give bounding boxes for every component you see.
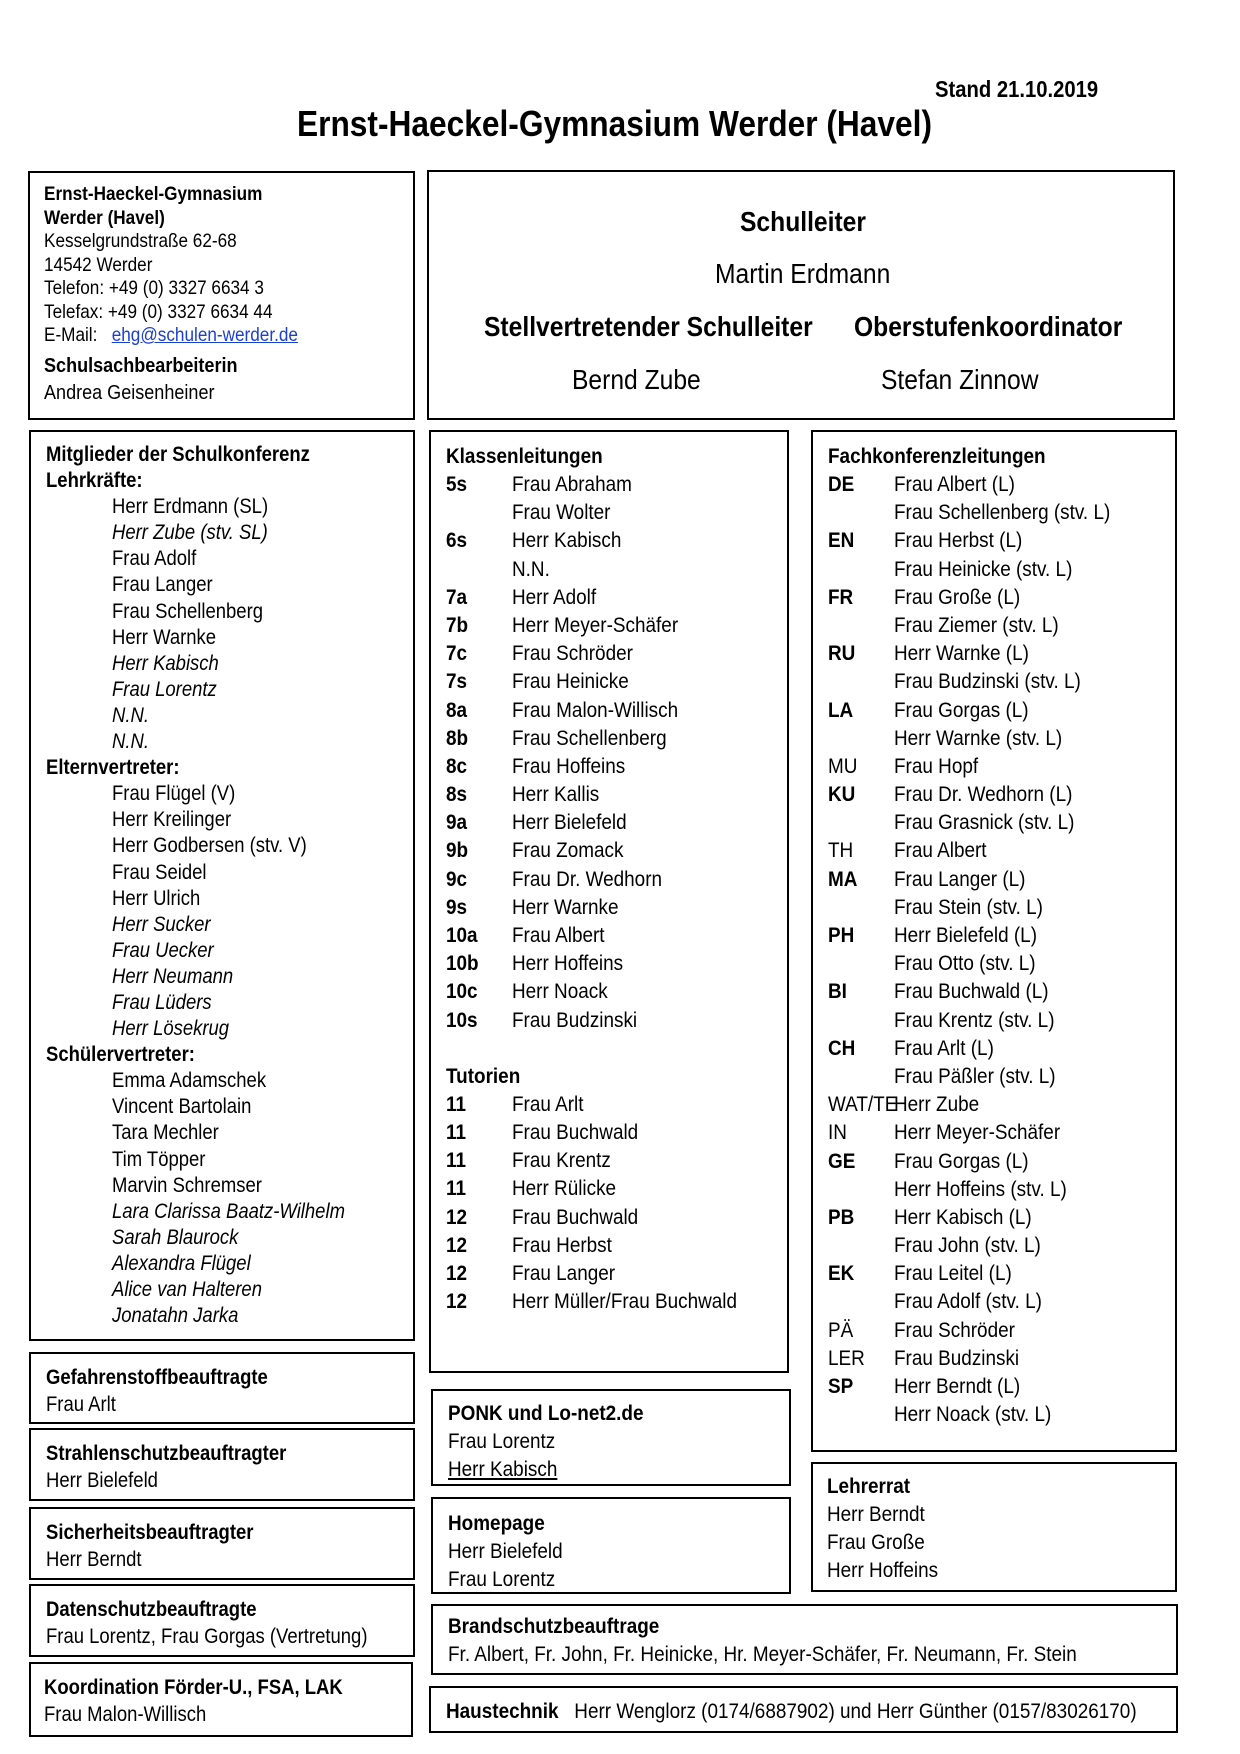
list-item [828, 780, 1110, 808]
item-value: Frau Stein (stv. L) [894, 894, 1043, 919]
school-name-line1: Ernst-Haeckel-Gymnasium [44, 183, 263, 205]
date-stamp: Stand 21.10.2019 [935, 76, 1099, 102]
item-value: Frau Arlt (L) [894, 1035, 994, 1060]
item-value: Frau Albert [894, 838, 987, 863]
member-name: Vincent Bartolain [112, 1095, 252, 1119]
schulkonferenz-box [29, 430, 415, 1341]
item-value: Herr Müller/Frau Buchwald [512, 1289, 738, 1314]
street: Kesselgrundstraße 62-68 [44, 230, 237, 252]
item-key: IN [828, 1120, 847, 1145]
member-name: Herr Warnke [112, 625, 217, 649]
item-value: Frau Krentz [512, 1148, 611, 1173]
list-item [828, 555, 1110, 583]
page-title: Ernst-Haeckel-Gymnasium Werder (Havel) [297, 103, 933, 144]
item-key: 7a [446, 584, 468, 609]
item-key: 8c [446, 753, 468, 778]
item-key: EK [828, 1261, 855, 1286]
item-value: Frau Schellenberg (stv. L) [894, 500, 1111, 525]
member-name: Tim Töpper [112, 1147, 206, 1171]
item-value: Frau Buchwald [512, 1119, 639, 1144]
item-value: Frau Budzinski [512, 1007, 638, 1032]
item-key [828, 893, 894, 921]
item-key: LER [828, 1345, 865, 1370]
email-link[interactable]: ehg@schulen-werder.de [111, 324, 298, 346]
item-key [828, 949, 894, 977]
list-item [828, 696, 1110, 724]
klassenleitungen-title: Klassenleitungen [446, 444, 603, 468]
item-value: Herr Kabisch [512, 528, 622, 553]
member-name: Herr Erdmann (SL) [112, 495, 269, 519]
sicherheit-name: Herr Berndt [46, 1548, 142, 1571]
list-item [828, 583, 1110, 611]
item-value: Frau Budzinski [894, 1345, 1020, 1370]
member-name: Herr Kreilinger [112, 808, 232, 832]
item-value: Frau Hopf [894, 753, 979, 778]
lehrerrat-name: Frau Große [827, 1530, 925, 1554]
homepage-name: Herr Bielefeld [448, 1539, 563, 1563]
item-value: Frau Päßler (stv. L) [894, 1063, 1056, 1088]
item-key [828, 1006, 894, 1034]
list-item [828, 498, 1110, 526]
item-value: Frau Schröder [512, 641, 633, 666]
schulkonferenz-title: Mitglieder der Schulkonferenz [46, 443, 310, 466]
list-item [828, 1090, 1110, 1118]
item-value: Frau Grasnick (stv. L) [894, 810, 1075, 835]
datenschutz-box [29, 1584, 415, 1657]
list-item [828, 836, 1110, 864]
tutorien-list [446, 1090, 737, 1316]
datenschutz-name: Frau Lorentz, Frau Gorgas (Vertretung) [46, 1625, 368, 1648]
coordinator-name: Stefan Zinnow [881, 364, 1039, 395]
list-item [446, 1174, 737, 1202]
list-item [446, 1287, 737, 1315]
item-value: Herr Adolf [512, 584, 597, 609]
list-item [446, 1146, 737, 1174]
member-name: Frau Lorentz [112, 677, 217, 701]
list-item [828, 921, 1110, 949]
item-key: 5s [446, 472, 468, 496]
fax: Telefax: +49 (0) 3327 6634 44 [44, 300, 273, 323]
list-item [446, 1259, 737, 1287]
lehrerrat-name: Herr Hoffeins [827, 1558, 939, 1582]
email-label: E-Mail: [44, 324, 98, 346]
item-value: Frau Herbst [512, 1232, 612, 1257]
item-key: 9b [446, 838, 469, 863]
item-value: Herr Meyer-Schäfer [894, 1120, 1061, 1145]
item-value: Frau Otto (stv. L) [894, 951, 1036, 976]
list-item [446, 696, 737, 724]
group-label: Schülervertreter: [46, 1043, 195, 1067]
item-key: 7s [446, 669, 468, 694]
item-key [828, 808, 894, 836]
item-key: 8a [446, 697, 468, 722]
list-item [446, 865, 737, 893]
member-name: Frau Langer [112, 573, 213, 597]
list-item [446, 808, 737, 836]
item-value: Frau Heinicke [512, 669, 629, 694]
item-key [828, 611, 894, 639]
list-item [828, 949, 1110, 977]
item-key: 12 [446, 1204, 468, 1229]
list-item [446, 836, 737, 864]
item-value: Frau Gorgas (L) [894, 1148, 1029, 1173]
member-name: Emma Adamschek [112, 1069, 267, 1093]
item-value: Herr Noack [512, 979, 608, 1004]
list-item [446, 1090, 737, 1118]
list-item [446, 1006, 737, 1034]
list-item [446, 780, 737, 808]
ponk-box [431, 1389, 791, 1486]
item-key: 11 [446, 1091, 467, 1116]
haustechnik-title: Haustechnik [446, 1699, 559, 1723]
item-key: FR [828, 584, 854, 609]
item-key: PÄ [828, 1317, 854, 1342]
list-item [446, 526, 737, 554]
item-key: 7c [446, 641, 468, 666]
item-key [828, 667, 894, 695]
list-item [446, 498, 737, 526]
school-name-line2: Werder (Havel) [44, 206, 165, 229]
item-key: 10b [446, 951, 479, 976]
member-name: Jonatahn Jarka [112, 1304, 239, 1328]
homepage-box [431, 1497, 791, 1594]
sicherheit-title: Sicherheitsbeauftragter [46, 1521, 254, 1544]
list-item [446, 555, 737, 583]
list-item [828, 1259, 1110, 1287]
gefahrenstoff-name: Frau Arlt [46, 1393, 116, 1416]
item-value: Frau Adolf (stv. L) [894, 1289, 1042, 1314]
item-value: Herr Noack (stv. L) [894, 1402, 1052, 1427]
member-name: Frau Schellenberg [112, 599, 264, 623]
item-value: N.N. [512, 556, 550, 581]
lehrerrat-title: Lehrerrat [827, 1474, 911, 1498]
item-value: Frau Abraham [512, 472, 632, 496]
member-name: Herr Kabisch [112, 651, 219, 675]
group-label: Lehrkräfte: [46, 469, 143, 493]
member-name: Marvin Schremser [112, 1173, 262, 1197]
list-item [446, 893, 737, 921]
secretary-name: Andrea Geisenheiner [44, 380, 215, 404]
item-key [828, 555, 894, 583]
fachkonferenz-list [828, 470, 1110, 1428]
brandschutz-title: Brandschutzbeauftrage [448, 1614, 660, 1638]
datenschutz-title: Datenschutzbeauftragte [46, 1598, 257, 1621]
item-key: PB [828, 1204, 855, 1229]
haustechnik-text: Herr Wenglorz (0174/6887902) und Herr Günther (0157/83026170) [574, 1699, 1137, 1723]
gefahrenstoff-box [29, 1352, 415, 1424]
list-item [828, 1006, 1110, 1034]
item-value: Herr Warnke [512, 894, 619, 919]
deputy-name: Bernd Zube [572, 364, 701, 395]
city: 14542 Werder [44, 253, 153, 276]
member-name: Alice van Halteren [112, 1278, 262, 1301]
brandschutz-names: Fr. Albert, Fr. John, Fr. Heinicke, Hr. Meyer-Schäfer, Fr. Neumann, Fr. Stein [448, 1642, 1077, 1666]
list-item [446, 1203, 737, 1231]
tutorien-title: Tutorien [446, 1063, 521, 1088]
item-value: Frau Dr. Wedhorn (L) [894, 782, 1073, 807]
list-item [828, 1316, 1110, 1344]
ponk-name: Herr Kabisch [448, 1457, 558, 1481]
list-item [446, 470, 737, 498]
item-key [828, 1287, 894, 1315]
item-key: 9s [446, 894, 468, 919]
item-value: Frau Schröder [894, 1317, 1015, 1342]
member-name: Herr Neumann [112, 964, 234, 988]
item-key: 10c [446, 979, 478, 1004]
member-name: Lara Clarissa Baatz-Wilhelm [112, 1199, 345, 1223]
foerder-title: Koordination Förder-U., FSA, LAK [44, 1676, 343, 1699]
item-key [828, 724, 894, 752]
item-key: CH [828, 1035, 856, 1060]
item-value: Frau Hoffeins [512, 753, 626, 778]
member-name: Alexandra Flügel [112, 1251, 251, 1275]
item-value: Frau Wolter [512, 500, 611, 525]
list-item [828, 1062, 1110, 1090]
list-item [828, 1175, 1110, 1203]
list-item [446, 921, 737, 949]
item-key: 8b [446, 725, 469, 750]
item-key [828, 498, 894, 526]
item-value: Frau Langer [512, 1260, 616, 1285]
item-key: PH [828, 923, 855, 947]
item-value: Frau Malon-Willisch [512, 697, 679, 722]
item-key: 7b [446, 612, 469, 637]
item-value: Herr Bielefeld (L) [894, 923, 1037, 947]
member-name: Herr Sucker [112, 912, 211, 936]
list-item [446, 639, 737, 667]
member-name: Frau Lüders [112, 990, 212, 1014]
item-key [446, 555, 512, 583]
item-key: LA [828, 697, 854, 722]
item-value: Herr Kabisch (L) [894, 1204, 1032, 1229]
list-item [828, 611, 1110, 639]
klassenleitungen-box [429, 430, 789, 1373]
gefahrenstoff-title: Gefahrenstoffbeauftragte [46, 1366, 268, 1389]
strahlenschutz-title: Strahlenschutzbeauftragter [46, 1442, 287, 1465]
item-key: MU [828, 753, 858, 778]
deputy-title: Stellvertretender Schulleiter [484, 311, 813, 342]
item-value: Frau John (stv. L) [894, 1233, 1041, 1258]
lehrerrat-name: Herr Berndt [827, 1502, 925, 1526]
list-item [446, 667, 737, 695]
member-name: N.N. [112, 730, 149, 754]
item-key: 9c [446, 866, 468, 891]
item-value: Frau Albert (L) [894, 472, 1015, 496]
list-item [828, 639, 1110, 667]
homepage-name: Frau Lorentz [448, 1567, 556, 1591]
fachkonferenz-box [811, 430, 1177, 1452]
item-key: 10s [446, 1007, 478, 1032]
item-value: Herr Zube [894, 1092, 980, 1117]
list-item [446, 949, 737, 977]
haustechnik-box [429, 1686, 1178, 1733]
item-key: MA [828, 866, 858, 891]
list-item [828, 724, 1110, 752]
item-key: 11 [446, 1148, 467, 1173]
member-name: Frau Adolf [112, 547, 197, 571]
list-item [828, 1118, 1110, 1146]
item-key: 10a [446, 923, 478, 947]
member-name: Frau Flügel (V) [112, 782, 236, 806]
list-item [828, 1147, 1110, 1175]
group-label: Elternvertreter: [46, 756, 180, 780]
item-value: Frau Buchwald (L) [894, 979, 1049, 1004]
item-value: Frau Krentz (stv. L) [894, 1007, 1055, 1032]
item-key: 8s [446, 782, 468, 807]
member-name: Sarah Blaurock [112, 1225, 239, 1249]
list-item [828, 1231, 1110, 1259]
item-value: Frau Heinicke (stv. L) [894, 556, 1073, 581]
member-name: Tara Mechler [112, 1121, 219, 1145]
phone: Telefon: +49 (0) 3327 6634 3 [44, 277, 264, 299]
list-item [446, 977, 737, 1005]
item-value: Herr Warnke (stv. L) [894, 725, 1063, 750]
item-value: Herr Rülicke [512, 1176, 617, 1201]
item-value: Frau Schellenberg [512, 725, 667, 750]
list-item [828, 752, 1110, 780]
item-value: Herr Warnke (L) [894, 641, 1029, 666]
item-value: Frau Leitel (L) [894, 1261, 1012, 1286]
item-key: 12 [446, 1289, 468, 1314]
leadership-box [427, 170, 1175, 420]
list-item [828, 667, 1110, 695]
member-name: Frau Uecker [112, 938, 214, 962]
item-key: 11 [446, 1176, 467, 1201]
item-value: Frau Herbst (L) [894, 528, 1023, 553]
item-key [828, 1175, 894, 1203]
list-item [446, 724, 737, 752]
member-name: N.N. [112, 703, 149, 727]
list-item [828, 1287, 1110, 1315]
list-item [828, 1203, 1110, 1231]
item-key: 11 [446, 1119, 467, 1144]
item-key: GE [828, 1148, 856, 1173]
item-key [828, 1400, 894, 1428]
item-key: RU [828, 641, 856, 666]
item-key: KU [828, 782, 856, 807]
item-key: WAT/TE [828, 1092, 898, 1117]
list-item [828, 470, 1110, 498]
item-key [446, 498, 512, 526]
list-item [828, 865, 1110, 893]
list-item [828, 808, 1110, 836]
secretary-title: Schulsachbearbeiterin [44, 353, 238, 377]
item-value: Herr Bielefeld [512, 810, 627, 835]
list-item [828, 1344, 1110, 1372]
item-key: 6s [446, 528, 468, 553]
list-item [828, 1400, 1110, 1428]
item-value: Herr Meyer-Schäfer [512, 612, 679, 637]
schulkonferenz-groups [46, 468, 345, 1329]
item-value: Frau Langer (L) [894, 866, 1026, 891]
item-value: Frau Dr. Wedhorn [512, 866, 663, 891]
list-item [446, 752, 737, 780]
item-value: Herr Hoffeins [512, 951, 624, 976]
principal-name: Martin Erdmann [715, 258, 891, 289]
member-name: Frau Seidel [112, 860, 207, 884]
list-item [828, 977, 1110, 1005]
member-name: Herr Godbersen (stv. V) [112, 834, 307, 858]
address-box [28, 171, 415, 420]
item-key: SP [828, 1374, 854, 1398]
list-item [828, 1034, 1110, 1062]
strahlenschutz-box [29, 1428, 415, 1501]
foerder-name: Frau Malon-Willisch [44, 1703, 207, 1726]
brandschutz-box [431, 1604, 1178, 1675]
item-value: Frau Zomack [512, 838, 624, 863]
principal-title: Schulleiter [740, 206, 866, 237]
klassenleitungen-list [446, 470, 737, 1034]
item-key: 9a [446, 810, 468, 835]
member-name: Herr Lösekrug [112, 1017, 230, 1041]
item-key: DE [828, 472, 855, 496]
item-key: 12 [446, 1260, 468, 1285]
item-value: Frau Budzinski (stv. L) [894, 669, 1081, 694]
lehrerrat-box [811, 1462, 1177, 1592]
item-key [828, 1231, 894, 1259]
item-value: Frau Arlt [512, 1091, 584, 1116]
list-item [446, 611, 737, 639]
ponk-name: Frau Lorentz [448, 1429, 556, 1453]
list-item [446, 1231, 737, 1259]
item-key: 12 [446, 1232, 468, 1257]
ponk-title: PONK und Lo-net2.de [448, 1401, 644, 1425]
homepage-title: Homepage [448, 1511, 545, 1535]
coordinator-title: Oberstufenkoordinator [854, 311, 1123, 342]
list-item [828, 893, 1110, 921]
item-key: EN [828, 528, 855, 553]
item-value: Frau Buchwald [512, 1204, 639, 1229]
list-item [828, 1372, 1110, 1400]
item-value: Herr Hoffeins (stv. L) [894, 1176, 1067, 1201]
fachkonferenz-title: Fachkonferenzleitungen [828, 444, 1046, 468]
item-value: Herr Berndt (L) [894, 1374, 1021, 1398]
strahlenschutz-name: Herr Bielefeld [46, 1469, 158, 1492]
member-name: Herr Zube (stv. SL) [112, 521, 268, 545]
member-name: Herr Ulrich [112, 886, 201, 910]
item-key: TH [828, 838, 854, 863]
item-value: Frau Ziemer (stv. L) [894, 612, 1059, 637]
item-value: Frau Albert [512, 923, 605, 947]
item-key: BI [828, 979, 847, 1004]
list-item [446, 583, 737, 611]
list-item [446, 1118, 737, 1146]
list-item [828, 526, 1110, 554]
item-value: Frau Große (L) [894, 584, 1021, 609]
item-value: Herr Kallis [512, 782, 600, 807]
item-key [828, 1062, 894, 1090]
item-value: Frau Gorgas (L) [894, 697, 1029, 722]
sicherheit-box [29, 1507, 415, 1580]
foerder-box [29, 1662, 413, 1737]
